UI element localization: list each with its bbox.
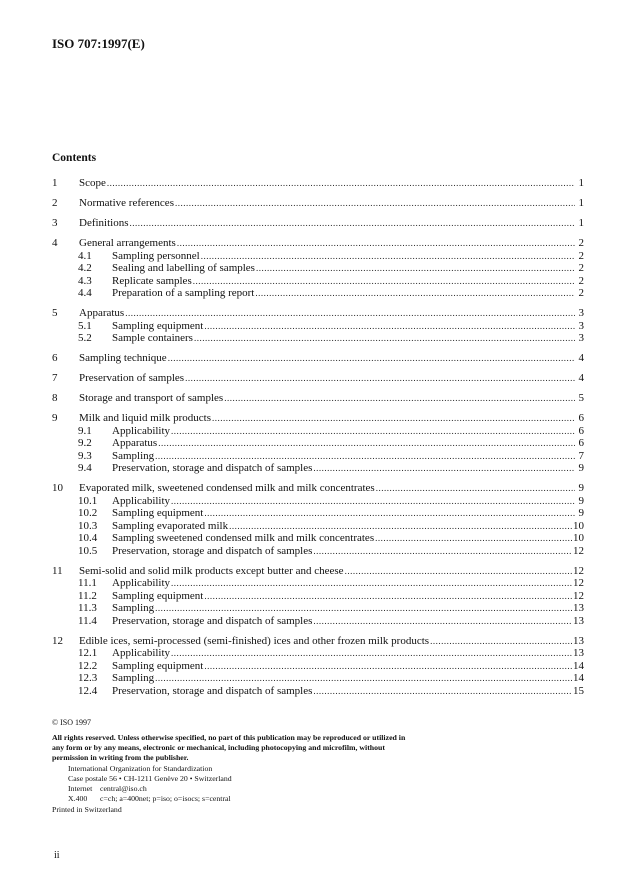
- dot-leader: [125, 307, 575, 320]
- dot-leader: [175, 197, 575, 210]
- toc-subentry-number: 9.3: [78, 449, 92, 462]
- toc-subentry-title: Apparatus: [112, 437, 158, 449]
- toc-subentry-number: 10.2: [78, 507, 98, 519]
- dot-leader: [168, 352, 575, 365]
- toc-subentry-title: Sealing and labelling of samples: [112, 262, 255, 274]
- toc-subentry[interactable]: [52, 647, 584, 660]
- toc-subentry-page: 10: [573, 519, 584, 532]
- dot-leader: [375, 532, 572, 545]
- toc-subentry[interactable]: [52, 615, 584, 628]
- toc-subentry[interactable]: [52, 425, 584, 438]
- toc-subentry-page: 14: [573, 659, 584, 672]
- toc-section: [52, 237, 584, 300]
- toc-subentry-page: 9: [578, 494, 584, 507]
- toc-entry[interactable]: [52, 197, 584, 210]
- toc-entry[interactable]: [52, 482, 584, 495]
- toc-subentry[interactable]: [52, 495, 584, 508]
- toc-entry-page: 12: [573, 564, 584, 577]
- toc-entry[interactable]: [52, 217, 584, 230]
- toc-subentry-title: Sampling: [112, 602, 155, 614]
- toc-entry[interactable]: [52, 412, 584, 425]
- toc-subentry-page: 15: [573, 684, 584, 697]
- toc-subentry-page: 13: [573, 602, 584, 614]
- toc-subentry-title: Sampling: [112, 449, 155, 462]
- copyright-notice: © ISO 1997: [52, 718, 91, 727]
- dot-leader: [130, 217, 576, 230]
- toc-subentry[interactable]: [52, 262, 584, 275]
- dot-leader: [155, 602, 572, 615]
- toc-subentry[interactable]: [52, 450, 584, 463]
- dot-leader: [171, 647, 572, 660]
- toc-entry-number: 5: [52, 307, 58, 319]
- toc-subentry-page: 12: [573, 589, 584, 602]
- dot-leader: [194, 332, 575, 345]
- toc-entry-page: 3: [578, 307, 584, 319]
- toc-subentry-title: Sampling equipment: [112, 507, 204, 519]
- toc-entry[interactable]: [52, 177, 584, 190]
- dot-leader: [201, 250, 575, 263]
- toc-subentry-number: 10.1: [78, 494, 98, 507]
- dot-leader: [313, 545, 572, 558]
- toc-entry-title: Storage and transport of samples: [79, 392, 224, 404]
- toc-entry-title: Evaporated milk, sweetened condensed milk and milk concentrates: [79, 482, 375, 494]
- toc-subentry-number: 12.4: [78, 684, 98, 697]
- toc-subentry-number: 4.2: [78, 262, 92, 274]
- toc-subentry-page: 6: [578, 424, 584, 437]
- postal-address: Case postale 56 • CH-1211 Genève 20 • Switzerland: [68, 774, 232, 783]
- toc-subentry[interactable]: [52, 685, 584, 698]
- toc-entry-number: 8: [52, 392, 58, 404]
- toc-section: [52, 412, 584, 475]
- toc-entry-page: 2: [578, 237, 584, 249]
- toc-section: [52, 635, 584, 698]
- toc-section: [52, 177, 584, 190]
- toc-entry-title: Semi-solid and solid milk products except butter and cheese: [79, 564, 344, 577]
- toc-entry-page: 1: [578, 217, 584, 229]
- toc-subentry[interactable]: [52, 462, 584, 475]
- toc-subentry-number: 11.3: [78, 602, 97, 614]
- toc-entry-title: Edible ices, semi-processed (semi-finished) ices and other frozen milk products: [79, 634, 430, 647]
- toc-entry[interactable]: [52, 237, 584, 250]
- toc-subentry-number: 4.3: [78, 274, 92, 287]
- dot-leader: [255, 287, 575, 300]
- toc-entry-page: 4: [578, 372, 584, 384]
- toc-subentry-page: 12: [573, 544, 584, 557]
- toc-subentry[interactable]: [52, 660, 584, 673]
- dot-leader: [177, 237, 575, 250]
- x400-label: X.400: [68, 794, 88, 803]
- toc-subentry-title: Sampling personnel: [112, 249, 200, 262]
- toc-subentry[interactable]: [52, 602, 584, 615]
- toc-entry-title: Apparatus: [79, 307, 125, 319]
- toc-entry[interactable]: [52, 307, 584, 320]
- table-of-contents: [52, 177, 584, 705]
- organization-name: International Organization for Standardization: [68, 764, 213, 773]
- toc-subentry-page: 3: [578, 319, 584, 332]
- toc-subentry-number: 10.4: [78, 532, 98, 544]
- document-header: ISO 707:1997(E): [52, 36, 145, 51]
- toc-subentry-number: 9.4: [78, 462, 92, 474]
- toc-subentry[interactable]: [52, 250, 584, 263]
- toc-entry-title: Preservation of samples: [79, 372, 185, 384]
- toc-subentry-title: Sampling equipment: [112, 319, 204, 332]
- toc-subentry-title: Applicability: [112, 424, 171, 437]
- toc-entry[interactable]: [52, 392, 584, 405]
- toc-entry-number: 7: [52, 372, 58, 384]
- toc-subentry-page: 2: [578, 262, 584, 274]
- toc-entry-number: 6: [52, 352, 58, 364]
- toc-subentry[interactable]: [52, 275, 584, 288]
- toc-subentry-title: Preservation, storage and dispatch of samples: [112, 544, 313, 557]
- toc-subentry[interactable]: [52, 532, 584, 545]
- toc-entry[interactable]: [52, 635, 584, 648]
- toc-subentry-page: 12: [573, 577, 584, 589]
- toc-subentry-title: Preservation, storage and dispatch of samples: [112, 462, 313, 474]
- toc-subentry-number: 11.4: [78, 614, 97, 627]
- toc-entry-page: 13: [573, 634, 584, 647]
- contents-heading: Contents: [52, 152, 97, 164]
- toc-entry-title: Normative references: [79, 197, 174, 209]
- dot-leader: [204, 320, 575, 333]
- toc-subentry[interactable]: [52, 332, 584, 345]
- toc-subentry-number: 12.2: [78, 659, 98, 672]
- toc-subentry-number: 5.2: [78, 332, 92, 344]
- internet-line: [68, 784, 412, 794]
- dot-leader: [171, 495, 575, 508]
- toc-subentry-number: 4.1: [78, 249, 92, 262]
- internet-label: Internet: [68, 784, 93, 793]
- dot-leader: [155, 672, 572, 685]
- toc-subentry-page: 2: [578, 249, 584, 262]
- toc-subentry-title: Applicability: [112, 577, 171, 589]
- page-number: ii: [54, 850, 60, 861]
- toc-subentry-title: Preparation of a sampling report: [112, 287, 255, 299]
- toc-entry-page: 5: [578, 392, 584, 404]
- x400-address: c=ch; a=400net; p=iso; o=isocs; s=central: [100, 794, 231, 803]
- internet-address: central@iso.ch: [100, 784, 147, 793]
- x400-line: [68, 794, 412, 804]
- toc-subentry-number: 11.1: [78, 577, 97, 589]
- toc-subentry-number: 4.4: [78, 287, 92, 299]
- toc-entry-number: 12: [52, 634, 63, 647]
- dot-leader: [204, 660, 572, 673]
- dot-leader: [313, 462, 575, 475]
- toc-subentry-title: Sampling sweetened condensed milk and milk concentrates: [112, 532, 375, 544]
- toc-entry-page: 6: [578, 412, 584, 424]
- toc-entry-title: General arrangements: [79, 237, 176, 249]
- toc-entry-number: 1: [52, 177, 58, 189]
- toc-subentry-number: 12.1: [78, 647, 98, 659]
- toc-entry-page: 1: [578, 197, 584, 209]
- toc-subentry-title: Applicability: [112, 647, 171, 659]
- toc-subentry[interactable]: [52, 520, 584, 533]
- toc-subentry-title: Sampling equipment: [112, 589, 204, 602]
- toc-subentry-page: 13: [573, 614, 584, 627]
- toc-section: [52, 197, 584, 210]
- toc-subentry[interactable]: [52, 590, 584, 603]
- toc-section: [52, 307, 584, 345]
- dot-leader: [313, 685, 572, 698]
- toc-subentry-number: 9.2: [78, 437, 92, 449]
- toc-subentry-page: 13: [573, 647, 584, 659]
- toc-entry-title: Scope: [79, 177, 106, 189]
- toc-subentry-title: Preservation, storage and dispatch of samples: [112, 684, 313, 697]
- toc-subentry-number: 10.5: [78, 544, 98, 557]
- toc-section: [52, 217, 584, 230]
- toc-entry-page: 1: [578, 177, 584, 189]
- toc-subentry-page: 10: [573, 532, 584, 544]
- toc-subentry[interactable]: [52, 545, 584, 558]
- toc-subentry-title: Sampling evaporated milk: [112, 519, 229, 532]
- toc-entry-title: Sampling technique: [79, 352, 167, 364]
- dot-leader: [376, 482, 575, 495]
- toc-subentry[interactable]: [52, 507, 584, 520]
- toc-section: [52, 392, 584, 405]
- copyright-block: [52, 718, 412, 815]
- toc-entry[interactable]: [52, 372, 584, 385]
- dot-leader: [158, 437, 575, 450]
- toc-subentry[interactable]: [52, 437, 584, 450]
- dot-leader: [256, 262, 575, 275]
- dot-leader: [430, 635, 572, 648]
- toc-subentry-title: Applicability: [112, 494, 171, 507]
- toc-section: [52, 352, 584, 365]
- toc-subentry-page: 2: [578, 287, 584, 299]
- toc-subentry-page: 9: [578, 462, 584, 474]
- toc-entry-title: Milk and liquid milk products: [79, 412, 211, 424]
- toc-subentry-number: 5.1: [78, 319, 92, 332]
- toc-entry-number: 4: [52, 237, 58, 249]
- toc-subentry-title: Sampling: [112, 672, 155, 684]
- dot-leader: [313, 615, 572, 628]
- toc-subentry-title: Sample containers: [112, 332, 193, 344]
- toc-subentry[interactable]: [52, 577, 584, 590]
- toc-entry[interactable]: [52, 565, 584, 578]
- dot-leader: [171, 577, 572, 590]
- toc-subentry-number: 9.1: [78, 424, 92, 437]
- dot-leader: [212, 412, 575, 425]
- toc-subentry-title: Replicate samples: [112, 274, 192, 287]
- toc-subentry-page: 3: [578, 332, 584, 344]
- dot-leader: [193, 275, 575, 288]
- printed-in: Printed in Switzerland: [52, 805, 122, 814]
- organization-address: [68, 764, 412, 804]
- toc-subentry-page: 7: [578, 449, 584, 462]
- toc-entry-page: 4: [578, 352, 584, 364]
- rights-statement: All rights reserved. Unless otherwise specified, no part of this publication may be reproduced or utilized in any form or by any means, electronic or mechanical, including photocopying and microfilm, without permission in writing from the publisher.: [52, 733, 406, 762]
- toc-subentry[interactable]: [52, 672, 584, 685]
- toc-subentry-page: 6: [578, 437, 584, 449]
- toc-entry-number: 3: [52, 217, 58, 229]
- toc-section: [52, 482, 584, 557]
- dot-leader: [345, 565, 572, 578]
- dot-leader: [204, 507, 575, 520]
- dot-leader: [224, 392, 575, 405]
- toc-subentry-title: Preservation, storage and dispatch of samples: [112, 614, 313, 627]
- toc-subentry-page: 2: [578, 274, 584, 287]
- toc-entry-title: Definitions: [79, 217, 129, 229]
- toc-entry[interactable]: [52, 352, 584, 365]
- toc-subentry-number: 11.2: [78, 589, 97, 602]
- toc-subentry-title: Sampling equipment: [112, 659, 204, 672]
- dot-leader: [171, 425, 575, 438]
- toc-entry-number: 2: [52, 197, 58, 209]
- toc-subentry[interactable]: [52, 287, 584, 300]
- toc-section: [52, 565, 584, 628]
- dot-leader: [185, 372, 575, 385]
- toc-subentry-number: 12.3: [78, 672, 98, 684]
- dot-leader: [107, 177, 575, 190]
- toc-subentry-page: 9: [578, 507, 584, 519]
- toc-entry-page: 9: [578, 482, 584, 494]
- toc-entry-number: 9: [52, 412, 58, 424]
- dot-leader: [155, 450, 575, 463]
- dot-leader: [204, 590, 572, 603]
- dot-leader: [229, 520, 572, 533]
- toc-section: [52, 372, 584, 385]
- toc-entry-number: 10: [52, 482, 63, 494]
- toc-subentry-number: 10.3: [78, 519, 98, 532]
- toc-subentry[interactable]: [52, 320, 584, 333]
- toc-entry-number: 11: [52, 564, 63, 577]
- toc-subentry-page: 14: [573, 672, 584, 684]
